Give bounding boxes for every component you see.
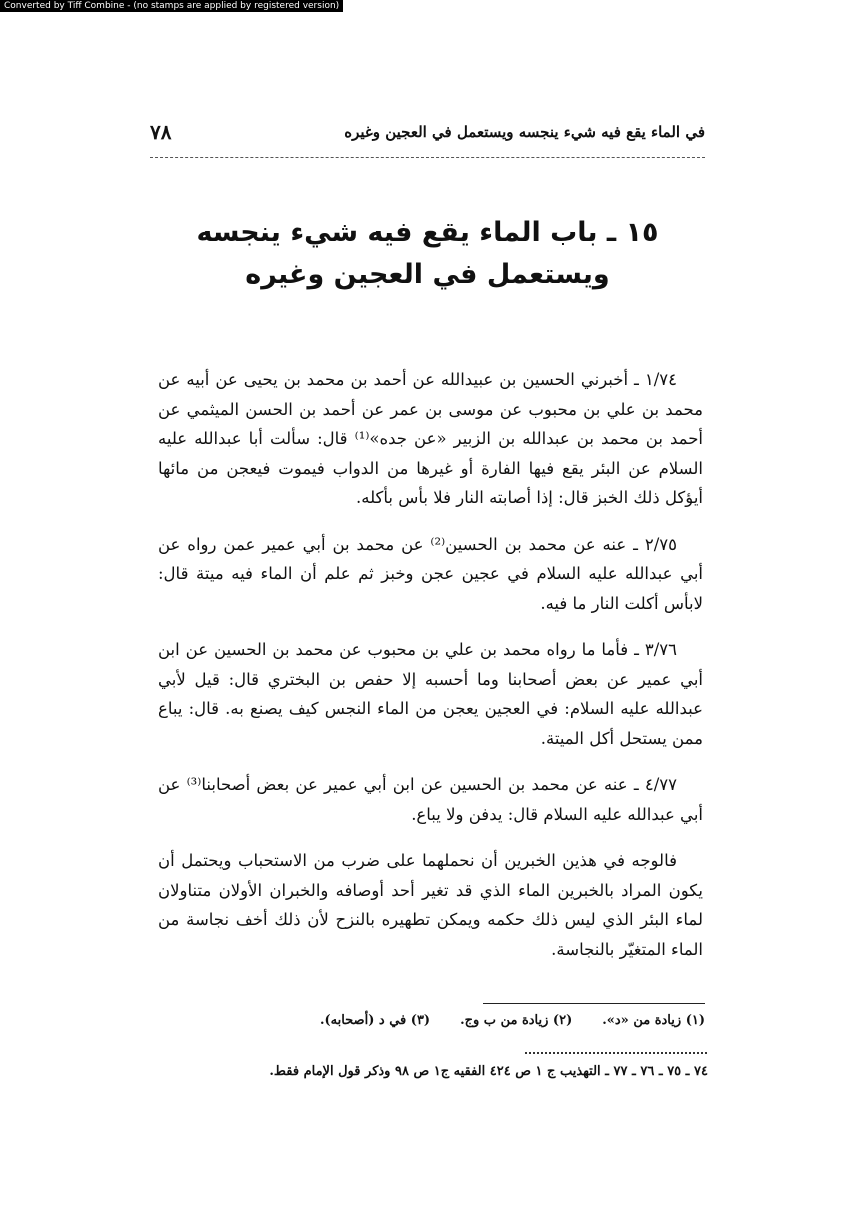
commentary-paragraph: فالوجه في هذين الخبرين أن نحملهما على ضرب من الاستحباب ويحتمل أن يكون المراد بالخبرين الماء الذي قد تغير أحد أوصافه والخبران الأولان متناولان لماء البئر الذي ليس ذلك حكمه ويمكن تطهيره بالنزح لأن ذلك أخف نجاسة من الماء المتغيّر بالنجاسة. xyxy=(158,851,703,959)
hadith-paragraph-74: ١/٧٤ ـ أخبرني الحسين بن عبيدالله عن أحمد بن محمد بن يحيى عن أبيه عن محمد بن علي بن محبوب عن موسى بن عمر عن أحمد بن الحسن الميثمي عن أحمد بن محمد بن عبدالله بن الزبير «عن جده»⁽¹⁾ قال: سألت أبا عبدالله عليه السلام عن البئر يقع فيها الفارة أو غيرها من الدواب فيموت فيعجن من مائها أيؤكل ذلك الخبز قال: إذا أصابته النار فلا بأس بأكله. xyxy=(158,370,703,507)
chapter-title-line-1: ١٥ ـ باب الماء يقع فيه شيء ينجسه xyxy=(196,217,659,248)
hadith-paragraph-76: ٣/٧٦ ـ فأما ما رواه محمد بن علي بن محبوب عن محمد بن الحسين عن ابن أبي عمير عن بعض أصحابنا وما أحسبه إلا حفص بن البختري قال: قيل لأبي عبدالله عليه السلام: في العجين يعجن من الماء النجس كيف يصنع به. قال: يباع ممن يستحل أكل الميتة. xyxy=(158,640,703,748)
footnote-2: (٢) زيادة من ب وج. xyxy=(460,1013,573,1028)
chapter-title xyxy=(150,212,705,296)
chapter-title-line-2: ويستعمل في العجين وغيره xyxy=(245,259,610,290)
body-text xyxy=(158,365,703,981)
footnote-divider xyxy=(483,1003,705,1004)
page-number: ٧٨ xyxy=(150,120,172,144)
hadith-paragraph-75: ٢/٧٥ ـ عنه عن محمد بن الحسين⁽²⁾ عن محمد بن أبي عمير عمن رواه عن أبي عبدالله عليه السلام في عجين عجن وخبز ثم علم أن الماء فيه ميتة قال: لابأس أكلت النار ما فيه. xyxy=(158,534,703,613)
converter-banner: Converted by Tiff Combine - (no stamps are applied by registered version) xyxy=(0,0,343,12)
footnotes xyxy=(230,1013,705,1028)
footnote-1: (١) زيادة من «د». xyxy=(602,1013,705,1028)
dotted-divider xyxy=(525,1052,707,1054)
running-title: في الماء يقع فيه شيء ينجسه ويستعمل في العجين وغيره xyxy=(344,123,705,141)
footnote-3: (٣) في د (أصحابه). xyxy=(319,1013,431,1028)
running-header xyxy=(150,120,705,144)
source-reference: ٧٤ ـ ٧٥ ـ ٧٦ ـ ٧٧ ـ التهذيب ج ١ ص ٤٢٤ الفقيه ج١ ص ٩٨ وذكر قول الإمام فقط. xyxy=(269,1064,708,1079)
hadith-paragraph-77: ٤/٧٧ ـ عنه عن محمد بن الحسين عن ابن أبي عمير عن بعض أصحابنا⁽³⁾ عن أبي عبدالله عليه السلام قال: يدفن ولا يباع. xyxy=(158,775,703,824)
header-divider xyxy=(150,157,705,158)
